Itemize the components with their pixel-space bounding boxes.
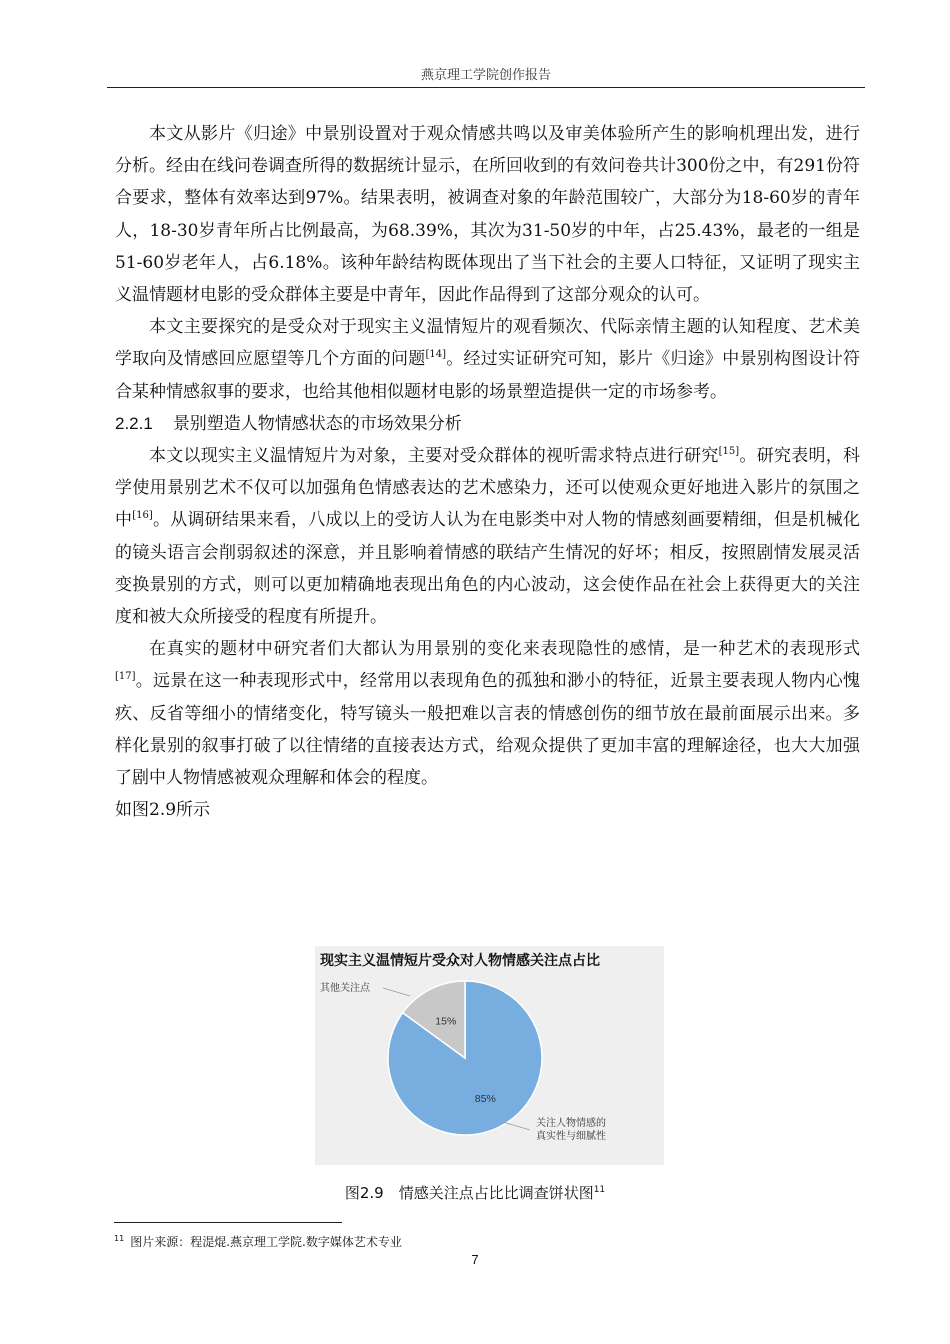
section-heading xyxy=(115,408,860,440)
footnote-mark: 11 xyxy=(114,1234,125,1243)
pie-category-label-main-1: 关注人物情感的 xyxy=(536,1118,606,1129)
footnote-text: 图片来源：程湜焜.燕京理工学院.数字媒体艺术专业 xyxy=(130,1235,402,1249)
figure-caption-text: 图2.9 情感关注点占比比调查饼状图 xyxy=(344,1184,594,1202)
page-number: 7 xyxy=(471,1252,479,1267)
footnote-rule xyxy=(114,1222,342,1223)
paragraph-4-text-b: 。远景在这一种表现形式中，经常用以表现角色的孤独和渺小的特征，近景主要表现人物内心愧疚、反省等细小的情绪变化，特写镜头一般把难以言表的情感创伤的细节放在最前面展示出来。多样化景别的叙事打破了以往情绪的直接表达方式，给观众提供了更加丰富的理解途径，也大大加强了剧中人物情感被观众理解和体会的程度。 xyxy=(115,671,860,789)
paragraph-2-text-a: 本文主要探究的是受众对于现实主义温情短片的观看频次、代际亲情主题的认知程度、艺术美学取向及情感回应愿望等几个方面的问题 xyxy=(115,317,860,370)
paragraph-3-text-b: 。研究表明，科学使用景别艺术不仅可以加强角色情感表达的艺术感染力，还可以使观众更好地进入影片的氛围之中 xyxy=(115,446,861,531)
pie-chart-svg xyxy=(315,946,664,1165)
pie-chart-figure xyxy=(315,946,664,1165)
figure-caption-footnote-mark: 11 xyxy=(593,1185,606,1195)
paragraph-4-text-a: 在真实的题材中研究者们大都认为用景别的变化来表现隐性的感情，是一种艺术的表现形式 xyxy=(149,639,860,660)
chart-title: 现实主义温情短片受众对人物情感关注点占比 xyxy=(320,953,600,969)
paragraph-figure-ref: 如图2.9所示 xyxy=(115,800,211,821)
citation-15: [15] xyxy=(718,446,740,458)
paragraph-2 xyxy=(115,311,860,408)
pie-category-label-other-1: 其他关注点 xyxy=(320,983,370,994)
citation-17: [17] xyxy=(115,671,136,683)
paragraph-4 xyxy=(115,633,860,794)
page-header: 燕京理工学院创作报告 xyxy=(420,68,551,83)
paragraph-1: 本文从影片《归途》中景别设置对于观众情感共鸣以及审美体验所产生的影响机理出发，进行分析。经由在线问卷调查所得的数据统计显示，在所回收到的有效问卷共计300份之中，有291份符合要求，整体有效率达到97%。结果表明，被调查对象的年龄范围较广，大部分为18-60岁的青年人，18-30岁青年所占比例最高，为68.39%，其次为31-50岁的中年，占25.43%，最老的一组是51-60岁老年人，占6.18%。该种年龄结构既体现出了当下社会的主要人口特征，又证明了现实主义温情题材电影的受众群体主要是中青年，因此作品得到了这部分观众的认可。 xyxy=(115,124,860,306)
header-rule xyxy=(107,87,865,88)
footnote xyxy=(114,1233,402,1250)
pie-value-label-main: 85% xyxy=(474,1092,496,1105)
paragraph-3 xyxy=(115,440,860,633)
section-title: 景别塑造人物情感状态的市场效果分析 xyxy=(172,413,462,434)
leader-line-other xyxy=(383,988,410,996)
body-text xyxy=(115,118,860,826)
pie-category-label-main-2: 真实性与细腻性 xyxy=(536,1131,606,1142)
pie-value-label-other: 15% xyxy=(435,1015,457,1028)
citation-16: [16] xyxy=(132,510,153,522)
paragraph-2-text-b: 。经过实证研究可知，影片《归途》中景别构图设计符合某种情感叙事的要求，也给其他相似题材电影的场景塑造提供一定的市场参考。 xyxy=(115,349,861,402)
section-number: 2.2.1 xyxy=(115,413,153,433)
paragraph-3-text-a: 本文以现实主义温情短片为对象，主要对受众群体的视听需求特点进行研究 xyxy=(149,446,719,467)
paragraph-3-text-c: 。从调研结果来看，八成以上的受访人认为在电影类中对人物的情感刻画要精细，但是机械化的镜头语言会削弱叙述的深意，并且影响着情感的联结产生情况的好坏；相反，按照剧情发展灵活变换景别的方式，则可以更加精确地表现出角色的内心波动，这会使作品在社会上获得更大的关注度和被大众所接受的程度有所提升。 xyxy=(115,510,860,628)
citation-14: [14] xyxy=(425,349,447,361)
leader-line-main xyxy=(503,1122,530,1130)
figure-caption xyxy=(0,1182,950,1203)
